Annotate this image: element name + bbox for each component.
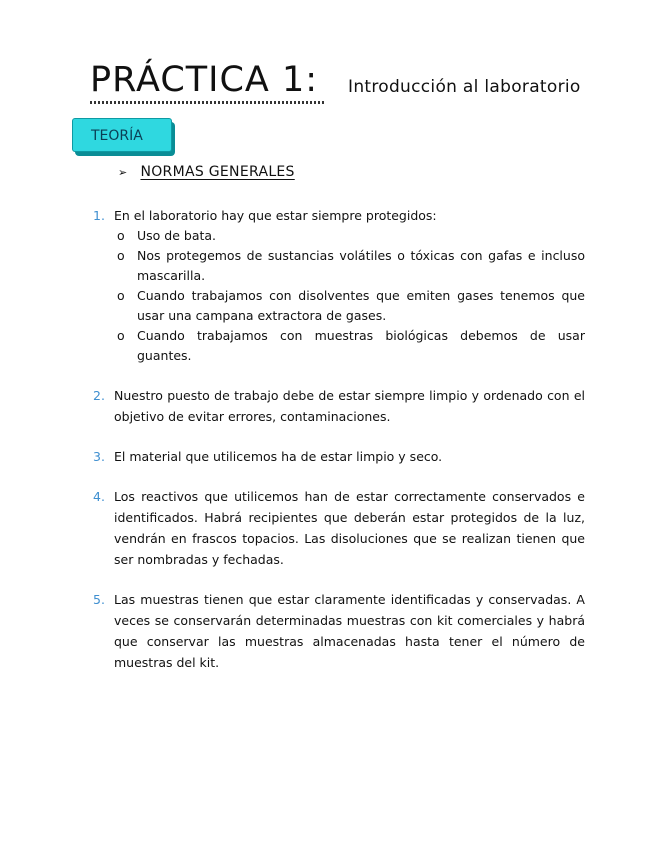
item-number: 2.	[93, 388, 105, 403]
item-text: Los reactivos que utilicemos han de estar correctamente conservados e identificados. Habrá recipientes que deberán estar protegidos de la luz, vendrán en frascos topacios. Las disoluciones que se realizan tienen que ser nombradas y fechadas.	[114, 489, 585, 567]
list-item	[90, 385, 585, 427]
theory-badge	[72, 118, 174, 156]
circle-bullet-icon: o	[117, 288, 125, 303]
circle-bullet-icon: o	[117, 328, 125, 343]
arrow-bullet-icon: ➢	[118, 166, 128, 179]
title-dotted-underline	[90, 101, 325, 104]
rules-list	[90, 205, 585, 673]
list-item	[90, 486, 585, 570]
item-text: Las muestras tienen que estar claramente identificadas y conservadas. A veces se conservarán determinadas muestras con kit comerciales y habrá que conservar las muestras almacenadas hasta tener el número de muestras del kit.	[114, 592, 585, 670]
circle-bullet-icon: o	[117, 248, 125, 263]
sub-list-item	[90, 326, 585, 366]
item-number: 5.	[93, 592, 105, 607]
sub-item-text: Nos protegemos de sustancias volátiles o tóxicas con gafas e incluso mascarilla.	[137, 248, 585, 283]
list-item	[90, 446, 585, 467]
sub-list-item	[90, 246, 585, 286]
sub-list-item	[90, 226, 585, 246]
item-text: El material que utilicemos ha de estar limpio y seco.	[114, 449, 443, 464]
circle-bullet-icon: o	[117, 228, 125, 243]
item-number: 3.	[93, 449, 105, 464]
page-subtitle: Introducción al laboratorio	[348, 77, 581, 97]
list-item	[90, 205, 585, 226]
section-title: NORMAS GENERALES	[140, 164, 295, 180]
badge-label: TEORÍA	[91, 128, 143, 144]
page-header	[90, 58, 610, 104]
sub-item-text: Cuando trabajamos con muestras biológicas debemos de usar guantes.	[137, 328, 585, 363]
sub-list-item	[90, 286, 585, 326]
item-number: 1.	[93, 208, 105, 223]
item-number: 4.	[93, 489, 105, 504]
sub-item-text: Cuando trabajamos con disolventes que emiten gases tenemos que usar una campana extractora de gases.	[137, 288, 585, 323]
item-text: En el laboratorio hay que estar siempre protegidos:	[114, 208, 437, 223]
list-item	[90, 589, 585, 673]
page-title: PRÁCTICA 1:	[90, 60, 319, 100]
section-heading	[118, 162, 295, 184]
item-text: Nuestro puesto de trabajo debe de estar siempre limpio y ordenado con el objetivo de evitar errores, contaminaciones.	[114, 388, 585, 424]
sub-item-text: Uso de bata.	[137, 228, 217, 243]
badge-box	[72, 118, 172, 152]
